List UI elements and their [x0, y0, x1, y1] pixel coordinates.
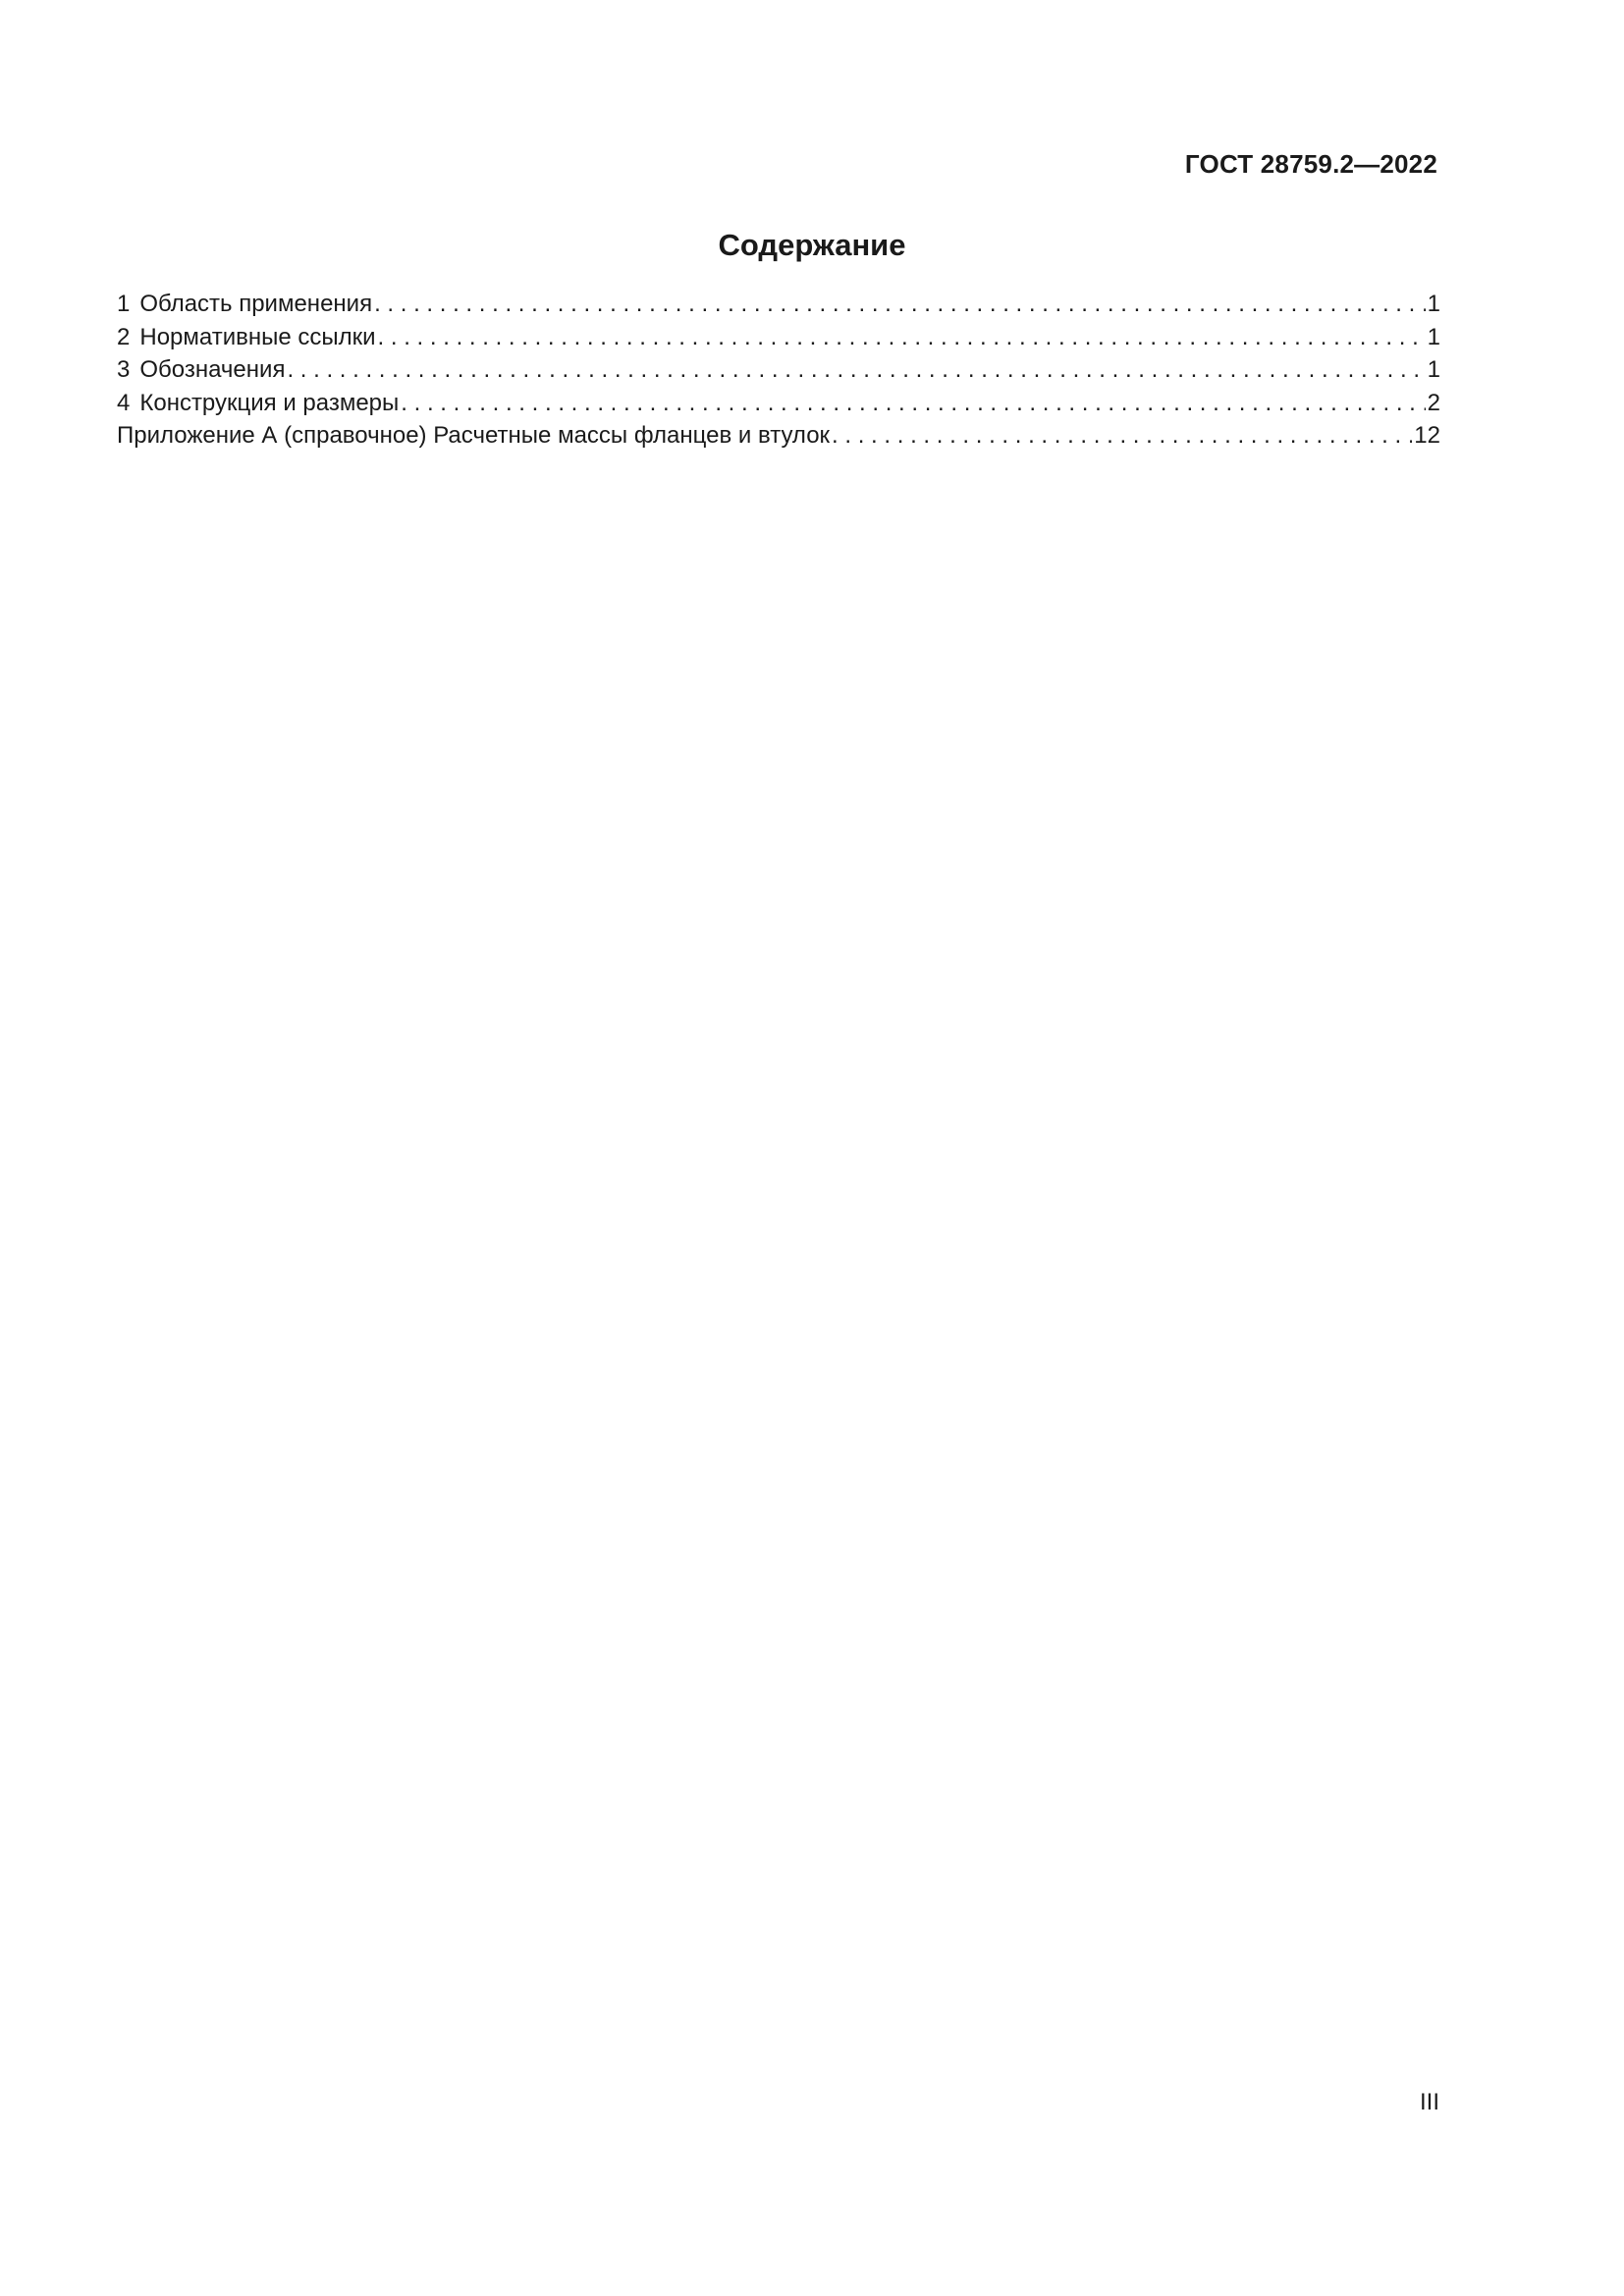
toc-entry-appendix-a[interactable]	[117, 419, 1440, 453]
toc-entry-number: 1	[117, 291, 131, 317]
toc-entry-designations[interactable]	[117, 353, 1440, 387]
table-of-contents	[117, 288, 1440, 453]
toc-entry-scope[interactable]	[117, 288, 1440, 321]
toc-entry-title: Область применения	[139, 291, 373, 317]
toc-entry-page: 1	[1427, 291, 1440, 317]
toc-entry-number: 2	[117, 323, 131, 350]
toc-entry-title: Конструкция и размеры	[139, 389, 400, 416]
toc-entry-number: 4	[117, 389, 131, 416]
page-number: III	[1419, 2089, 1439, 2115]
document-code: ГОСТ 28759.2—2022	[1184, 149, 1437, 179]
toc-entry-number: 3	[117, 356, 131, 383]
toc-dot-leader	[401, 387, 1425, 420]
toc-entry-page: 12	[1414, 422, 1440, 449]
toc-entry-title: Нормативные ссылки	[139, 323, 376, 350]
toc-entry-page: 2	[1427, 389, 1440, 416]
toc-dot-leader	[832, 419, 1412, 453]
toc-dot-leader	[378, 321, 1426, 354]
toc-entry-design-and-dimensions[interactable]	[117, 387, 1440, 420]
toc-entry-page: 1	[1427, 323, 1440, 350]
toc-entry-normative-references[interactable]	[117, 321, 1440, 354]
toc-dot-leader	[374, 288, 1426, 321]
toc-dot-leader	[287, 353, 1425, 387]
toc-entry-title: Обозначения	[139, 356, 286, 383]
toc-title: Содержание	[718, 228, 906, 262]
toc-entry-title: Приложение А (справочное) Расчетные массы фланцев и втулок	[117, 422, 831, 449]
toc-entry-page: 1	[1427, 356, 1440, 383]
